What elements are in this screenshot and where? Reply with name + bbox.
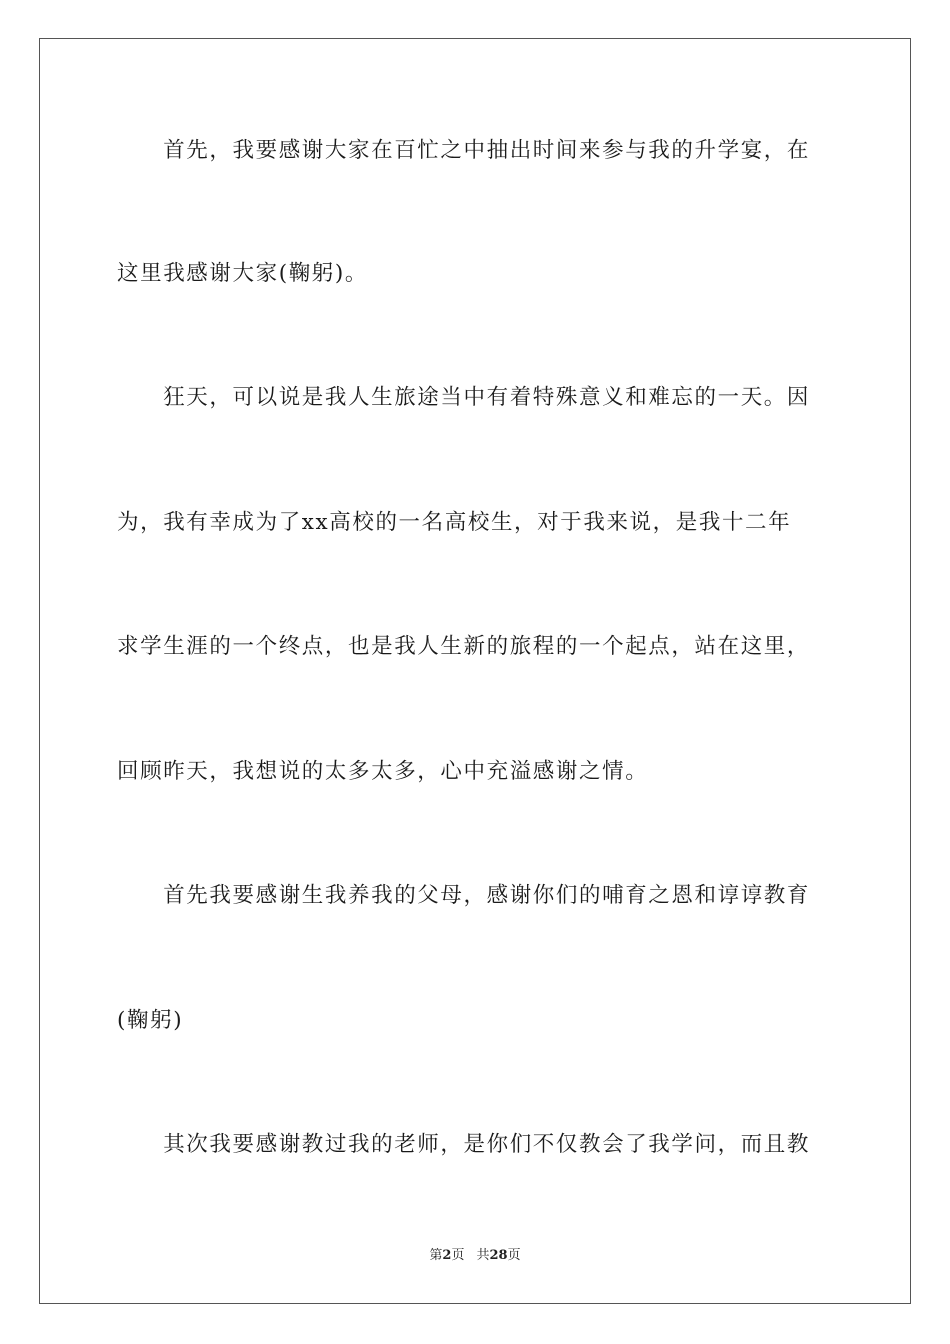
page-frame (39, 38, 911, 1304)
total-prefix: 共 (476, 1248, 490, 1263)
text-line: 首先，我要感谢大家在百忙之中抽出时间来参与我的升学宴，在 (117, 138, 811, 163)
page-footer (0, 1247, 950, 1265)
text-line: 其次我要感谢教过我的老师，是你们不仅教会了我学问，而且教 (117, 1132, 811, 1157)
text-line: 求学生涯的一个终点，也是我人生新的旅程的一个起点，站在这里， (117, 634, 811, 659)
page-number: 2 (442, 1248, 452, 1263)
page-prefix: 第 (429, 1248, 443, 1263)
text-line: 这里我感谢大家(鞠躬)。 (117, 261, 368, 286)
total-suffix: 页 (507, 1248, 521, 1263)
text-line: 回顾昨天，我想说的太多太多，心中充溢感谢之情。 (117, 759, 649, 784)
text-line: 为，我有幸成为了xx高校的一名高校生，对于我来说，是我十二年 (117, 510, 792, 535)
total-pages: 28 (489, 1248, 508, 1263)
page-suffix: 页 (451, 1248, 465, 1263)
text-line: (鞠躬) (117, 1008, 184, 1033)
text-line: 首先我要感谢生我养我的父母，感谢你们的哺育之恩和谆谆教育 (117, 883, 811, 908)
text-line: 狂天，可以说是我人生旅途当中有着特殊意义和难忘的一天。因 (117, 385, 811, 410)
